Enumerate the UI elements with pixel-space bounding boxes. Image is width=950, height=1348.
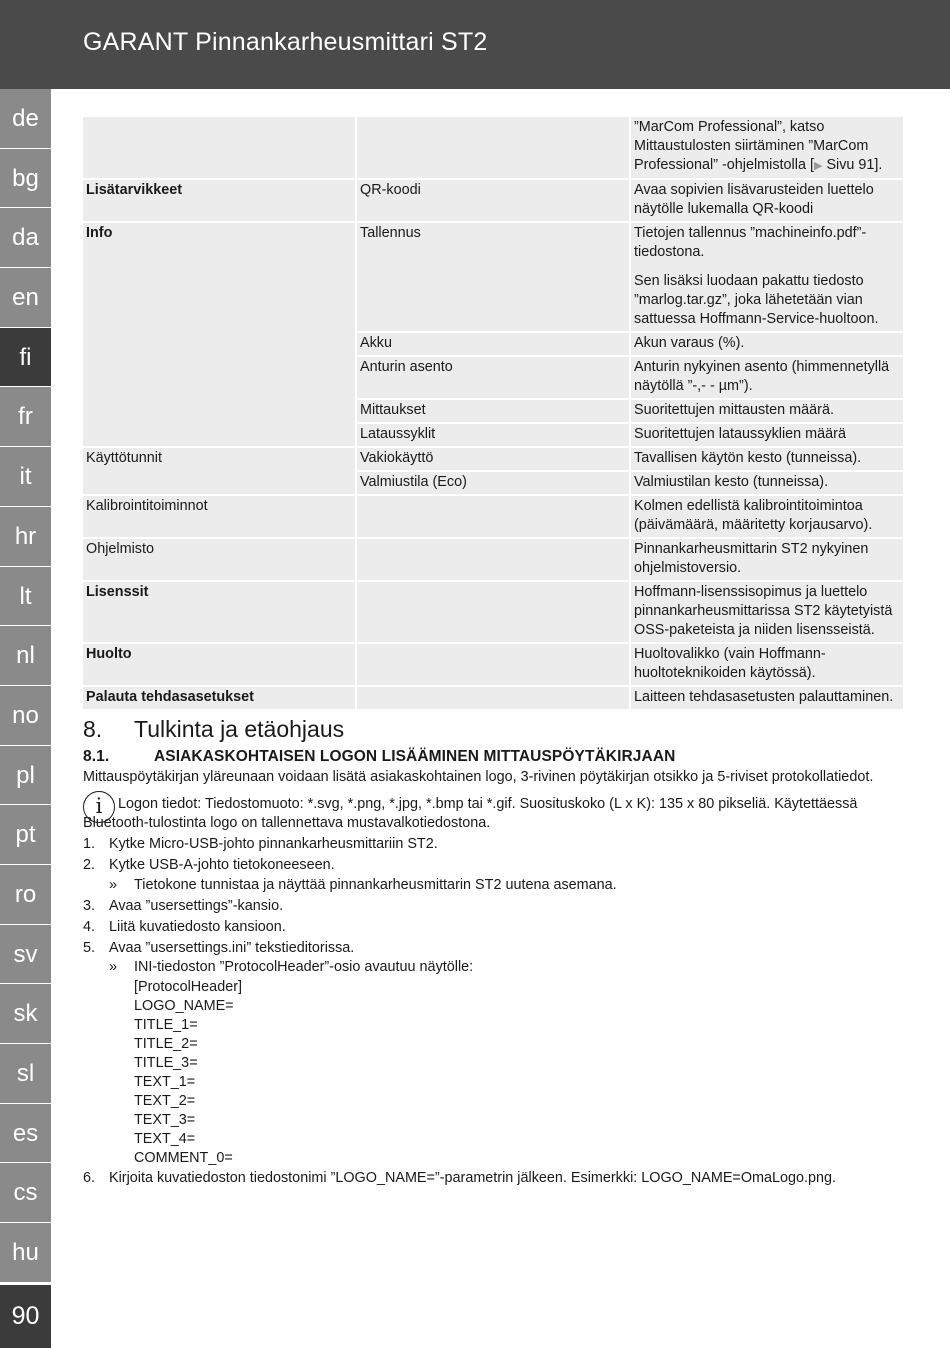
subsection-heading	[83, 746, 901, 768]
step-text: Avaa ”usersettings.ini” tekstieditorissa.	[109, 939, 355, 956]
language-tabs	[0, 89, 51, 1283]
lang-tab-sk[interactable]: sk	[0, 984, 51, 1044]
table-row	[83, 644, 903, 685]
step-text: Kytke Micro-USB-johto pinnankarheusmittariin ST2.	[109, 836, 438, 852]
table-cell	[83, 117, 355, 178]
table-cell	[357, 687, 629, 709]
step-result	[109, 876, 901, 896]
cell-text: Sen lisäksi luodaan pakattu tiedosto ”marlog.tar.gz”, joka lähetetään vian sattuessa Hoffmann-Service-huoltoon.	[634, 273, 879, 327]
list-item	[83, 835, 901, 855]
table-row	[83, 539, 903, 580]
table-cell	[357, 117, 629, 178]
code-line: COMMENT_0=	[134, 1149, 233, 1166]
table-cell: Akun varaus (%).	[631, 333, 903, 355]
lang-tab-es[interactable]: es	[0, 1104, 51, 1164]
table-cell	[631, 117, 903, 178]
subsection-number: 8.1.	[83, 748, 110, 765]
table-cell: Palauta tehdasasetukset	[83, 687, 355, 709]
code-line: [ProtocolHeader]	[134, 978, 242, 995]
table-cell: Hoffmann-lisenssisopimus ja luettelo pinnankarheusmittarissa ST2 käytetyistä OSS-paketeista ja niiden lisensseistä.	[631, 582, 903, 642]
table-cell: Laitteen tehdasasetusten palauttaminen.	[631, 687, 903, 709]
table-cell: Tallennus	[357, 223, 629, 331]
code-line: TITLE_3=	[134, 1054, 198, 1071]
step-number: 4.	[83, 918, 96, 935]
instruction-steps	[83, 835, 901, 1189]
step-text: Liitä kuvatiedosto kansioon.	[109, 918, 286, 935]
lang-tab-nl[interactable]: nl	[0, 626, 51, 686]
table-cell	[357, 539, 629, 580]
table-row	[83, 496, 903, 537]
result-marker: »	[109, 959, 118, 975]
page-number: 90	[0, 1285, 51, 1348]
code-line: TITLE_1=	[134, 1016, 198, 1033]
table-cell: Akku	[357, 333, 629, 355]
cell-text: Tietojen tallennus ”machineinfo.pdf”-tiedostona.	[634, 225, 867, 260]
table-cell: Anturin asento	[357, 357, 629, 398]
step-number: 5.	[83, 939, 96, 956]
table-cell: Tavallisen käytön kesto (tunneissa).	[631, 448, 903, 470]
lang-tab-pt[interactable]: pt	[0, 805, 51, 865]
step-number: 1.	[83, 836, 96, 852]
lang-tab-fi[interactable]: fi	[0, 328, 51, 388]
table-cell: Huoltovalikko (vain Hoffmann-huoltoteknikoiden käytössä).	[631, 644, 903, 685]
list-item	[83, 897, 901, 917]
table-cell: Info	[83, 223, 355, 446]
table-cell: QR-koodi	[357, 180, 629, 221]
code-line: TEXT_2=	[134, 1092, 196, 1109]
result-text: INI-tiedoston ”ProtocolHeader”-osio avautuu näytölle:	[134, 959, 474, 975]
lang-tab-pl[interactable]: pl	[0, 746, 51, 806]
step-number: 6.	[83, 1170, 96, 1186]
section-heading	[83, 714, 901, 744]
list-item	[83, 1169, 901, 1189]
table-cell: Anturin nykyinen asento (himmennetyllä näytöllä ”-,- - µm”).	[631, 357, 903, 398]
lang-tab-no[interactable]: no	[0, 686, 51, 746]
code-line: LOGO_NAME=	[134, 997, 234, 1014]
table-row	[83, 180, 903, 221]
code-line: TEXT_4=	[134, 1130, 196, 1147]
result-text: Tietokone tunnistaa ja näyttää pinnankarheusmittarin ST2 uutena asemana.	[134, 876, 617, 893]
table-row	[83, 223, 903, 331]
table-cell	[357, 644, 629, 685]
step-text: Avaa ”usersettings”-kansio.	[109, 897, 284, 914]
lang-tab-sl[interactable]: sl	[0, 1044, 51, 1104]
table-cell: Vakiokäyttö	[357, 448, 629, 470]
table-row	[83, 582, 903, 642]
table-cell: Valmiustila (Eco)	[357, 472, 629, 494]
lang-tab-cs[interactable]: cs	[0, 1163, 51, 1223]
page-header	[0, 0, 950, 89]
info-note	[83, 795, 901, 833]
list-item	[83, 939, 901, 1168]
lang-tab-bg[interactable]: bg	[0, 149, 51, 209]
document-title: GARANT Pinnankarheusmittari ST2	[83, 28, 488, 56]
table-cell: Lisenssit	[83, 582, 355, 642]
table-cell: Avaa sopivien lisävarusteiden luettelo näytölle lukemalla QR-koodi	[631, 180, 903, 221]
lang-tab-sv[interactable]: sv	[0, 925, 51, 985]
page-ref-arrow-icon: ▶	[813, 160, 823, 172]
table-cell: Mittaukset	[357, 400, 629, 422]
list-item	[83, 918, 901, 938]
subsection-title: ASIAKASKOHTAISEN LOGON LISÄÄMINEN MITTAUSPÖYTÄKIRJAAN	[154, 748, 676, 765]
step-number: 3.	[83, 897, 96, 914]
section-title: Tulkinta ja etäohjaus	[134, 716, 345, 742]
table-cell: Ohjelmisto	[83, 539, 355, 580]
table-cell: Käyttötunnit	[83, 448, 355, 494]
info-icon: i	[83, 791, 115, 823]
lang-tab-da[interactable]: da	[0, 208, 51, 268]
code-line: TEXT_1=	[134, 1073, 196, 1090]
table-row	[83, 117, 903, 178]
code-line: TEXT_3=	[134, 1111, 196, 1128]
lang-tab-fr[interactable]: fr	[0, 387, 51, 447]
step-text: Kirjoita kuvatiedoston tiedostonimi ”LOGO_NAME=”-parametrin jälkeen. Esimerkki: LOGO_NAME=OmaLogo.png.	[109, 1170, 837, 1186]
table-cell: Lataussyklit	[357, 424, 629, 446]
code-line: TITLE_2=	[134, 1035, 198, 1052]
table-row	[83, 687, 903, 709]
lang-tab-de[interactable]: de	[0, 89, 51, 149]
table-cell: Huolto	[83, 644, 355, 685]
table-row	[83, 448, 903, 470]
intro-paragraph: Mittauspöytäkirjan yläreunaan voidaan lisätä asiakaskohtainen logo, 3-rivinen pöytäkirjan otsikko ja 5-riviset protokollatiedot.	[83, 769, 874, 785]
note-text: Logon tiedot: Tiedostomuoto: *.svg, *.png, *.jpg, *.bmp tai *.gif. Suosituskoko (L x K): 135 x 80 pikseliä. Käytettäessä Bluetooth-tulostinta logo on tallennettava mustavalkotiedostona.	[83, 796, 858, 831]
table-cell	[357, 496, 629, 537]
table-cell: Valmiustilan kesto (tunneissa).	[631, 472, 903, 494]
table-cell	[357, 582, 629, 642]
lang-tab-en[interactable]: en	[0, 268, 51, 328]
section-number: 8.	[83, 716, 103, 742]
ini-code-block	[134, 978, 901, 1168]
info-menu-table	[81, 115, 905, 711]
table-cell	[631, 223, 903, 331]
lang-tab-lt[interactable]: lt	[0, 567, 51, 627]
table-cell: Pinnankarheusmittarin ST2 nykyinen ohjelmistoversio.	[631, 539, 903, 580]
table-cell: Kalibrointitoiminnot	[83, 496, 355, 537]
lang-tab-ro[interactable]: ro	[0, 865, 51, 925]
step-text: Kytke USB-A-johto tietokoneeseen.	[109, 857, 335, 873]
lang-tab-hu[interactable]: hu	[0, 1223, 51, 1283]
cell-text: ”MarCom Professional”, katso Mittaustulosten siirtäminen ”MarCom Professional” -ohjelmistolla [	[634, 119, 869, 173]
step-result	[109, 958, 901, 1168]
table-cell: Suoritettujen mittausten määrä.	[631, 400, 903, 422]
table-cell: Kolmen edellistä kalibrointitoimintoa (päivämäärä, määritetty korjausarvo).	[631, 496, 903, 537]
list-item	[83, 856, 901, 895]
page-reference-link[interactable]: Sivu 91].	[826, 157, 883, 173]
step-number: 2.	[83, 857, 96, 873]
page-content	[83, 115, 901, 1189]
table-cell: Lisätarvikkeet	[83, 180, 355, 221]
table-cell: Suoritettujen lataussyklien määrä	[631, 424, 903, 446]
lang-tab-it[interactable]: it	[0, 447, 51, 507]
result-marker: »	[109, 876, 118, 893]
lang-tab-hr[interactable]: hr	[0, 507, 51, 567]
